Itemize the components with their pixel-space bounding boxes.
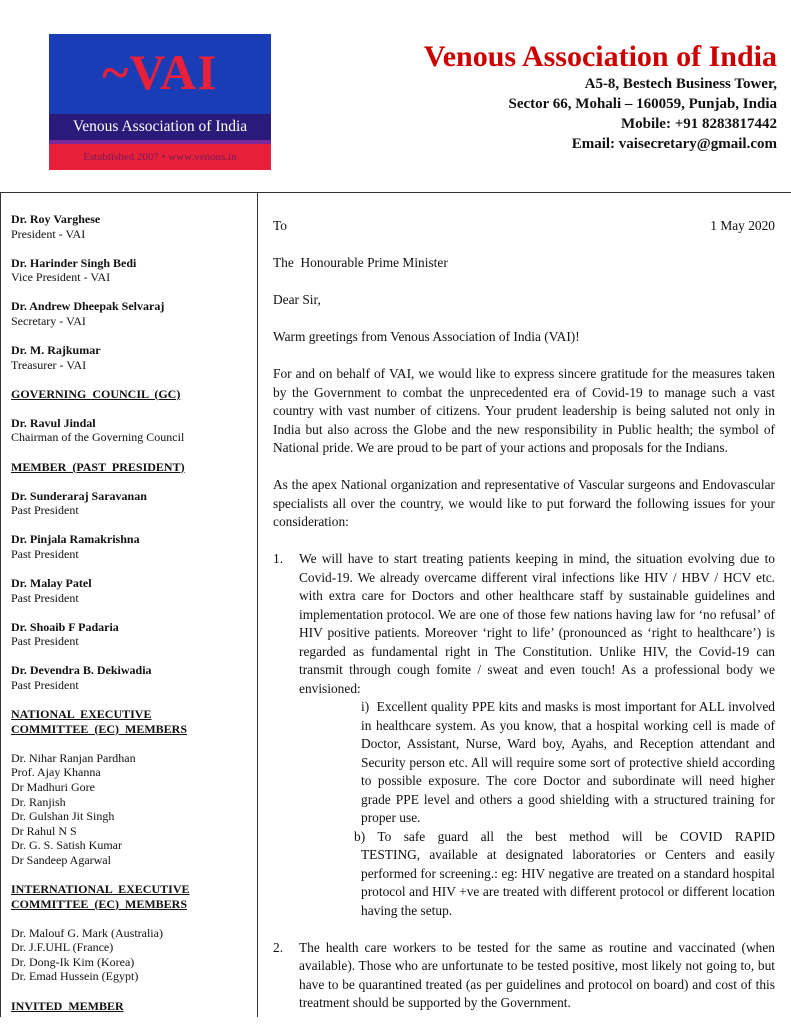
past-president-name: Dr. Devendra B. Dekiwadia [11, 663, 152, 678]
international-ec-member: Dr. J.F.UHL (France) [11, 940, 114, 955]
officer-entry [11, 343, 251, 372]
list-number: 2. [273, 939, 284, 955]
international-ec-list [11, 926, 251, 984]
past-president-entry [11, 663, 251, 692]
sub-item-text-rest: TESTING, available at designated laboratories or Centers and easily performed for screening.: eg: HIV negative are treated on a standard hospital protocol and HIV +ve are treated with different protocol or different location having the setup. [361, 847, 775, 918]
past-president-heading: MEMBER (PAST PRESIDENT) [11, 459, 185, 474]
officer-name: Dr. Harinder Singh Bedi [11, 255, 137, 270]
officer-role: Treasurer - VAI [11, 357, 87, 372]
list-text: We will have to start treating patients keeping in mind, the situation evolving due to Covid-19. We already overcame different viral infections like HIV / HBV / HCV etc. with extra care for Doctors and other healthcare staff by sustainable guidelines and implementation protocol. We are one of those few nations having law for ‘no refusal’ of HIV positive patients. Moreover ‘right to life’ (pronounced as ‘right to healthcare’) is regarded as fundamental right in The Constitution. Unlike HIV, the Covid-19 can transmit through cough fomite / sweat and even touch! As a professional body we envisioned: [299, 551, 775, 696]
officer-entry [11, 212, 251, 241]
past-president-entry [11, 532, 251, 561]
past-president-entry [11, 576, 251, 605]
past-president-role: Past President [11, 503, 79, 518]
national-ec-member: Prof. Ajay Khanna [11, 765, 101, 780]
national-ec-member: Dr. Gulshan Jit Singh [11, 809, 115, 824]
sub-item-marker: b) [354, 828, 366, 844]
mobile-number: Mobile: +91 8283817442 [620, 116, 777, 132]
address-row [273, 217, 775, 236]
list-number: 1. [273, 551, 284, 566]
officer-role: Secretary - VAI [11, 313, 86, 328]
international-ec-heading-line-1: INTERNATIONAL EXECUTIVE [11, 882, 190, 896]
list-text: The health care workers to be tested for the same as routine and vaccinated (when available). Those who are unfortunate to be tested positive, most likely not going to, but have to be quarantined treated (as per guidelines and protocol on board) and cost of this treatment should be supported by the Government. [299, 939, 775, 1010]
letter-body [273, 217, 775, 1013]
national-ec-member: Dr Sandeep Agarwal [11, 852, 111, 867]
officer-name: Dr. Andrew Dheepak Selvaraj [11, 299, 165, 314]
to-label: To [273, 218, 287, 233]
paragraph-introduction: As the apex National organization and representative of Vascular surgeons and Endovascular specialists all over the country, we would like to put forward the following issues for your consideration: [273, 477, 775, 529]
column-divider [257, 192, 258, 1017]
national-ec-member: Dr. Ranjish [11, 794, 66, 809]
letter-date: 1 May 2020 [710, 218, 775, 233]
national-ec-member: Dr. Nihar Ranjan Pardhan [11, 750, 136, 765]
international-ec-member: Dr. Emad Hussein (Egypt) [11, 969, 139, 984]
past-president-name: Dr. Shoaib F Padaria [11, 619, 119, 634]
officer-role: President - VAI [11, 226, 86, 241]
past-president-entry [11, 620, 251, 649]
list-item [273, 550, 775, 698]
logo-mark-band [49, 34, 271, 114]
past-president-name: Dr. Sunderaraj Saravanan [11, 488, 147, 503]
list-item [273, 939, 775, 1013]
greeting: Warm greetings from Venous Association of India (VAI)! [273, 329, 580, 344]
international-ec-member: Dr. Malouf G. Mark (Australia) [11, 925, 163, 940]
past-president-role: Past President [11, 634, 79, 649]
salutation: Dear Sir, [273, 292, 321, 307]
past-president-role: Past President [11, 677, 79, 692]
officer-entry [11, 256, 251, 285]
gc-member-role: Chairman of the Governing Council [11, 430, 185, 445]
national-ec-member: Dr Rahul N S [11, 823, 77, 838]
national-ec-heading-line-1: NATIONAL EXECUTIVE [11, 707, 152, 722]
sub-item [361, 698, 775, 828]
invited-member-heading: INVITED MEMBER [11, 998, 124, 1013]
address-line-2: Sector 66, Mohali – 160059, Punjab, India [508, 96, 777, 112]
logo-name: Venous Association of India [49, 114, 271, 140]
address-line-1: A5-8, Bestech Business Tower, [584, 76, 777, 92]
international-ec-heading [11, 882, 251, 911]
officer-entry [11, 299, 251, 328]
officer-name: Dr. Roy Varghese [11, 212, 101, 226]
logo-tagline: Established 2007 • www.venous.in [49, 144, 271, 170]
committee-sidebar [11, 212, 251, 1028]
national-ec-member: Dr Madhuri Gore [11, 779, 95, 794]
organization-title: Venous Association of India [423, 40, 777, 73]
national-ec-member: Dr. G. S. Satish Kumar [11, 838, 122, 853]
past-president-entry [11, 489, 251, 518]
international-ec-heading-line-2: COMMITTEE (EC) MEMBERS [11, 896, 188, 911]
national-ec-heading-line-2: COMMITTEE (EC) MEMBERS [11, 721, 188, 736]
national-ec-heading [11, 707, 251, 736]
email-address: Email: vaisecretary@gmail.com [571, 136, 777, 152]
gc-member-name: Dr. Ravul Jindal [11, 415, 96, 430]
vai-logo [49, 34, 271, 170]
left-border [0, 192, 1, 1017]
letterhead [424, 40, 777, 154]
sub-item [354, 828, 775, 921]
international-ec-member: Dr. Dong-Ik Kim (Korea) [11, 954, 135, 969]
sub-item-text-first: To safe guard all the best method will be COVID RAPID [377, 828, 776, 844]
past-president-name: Dr. Pinjala Ramakrishna [11, 532, 140, 547]
officer-role: Vice President - VAI [11, 270, 111, 285]
sub-item-marker: i) [361, 699, 370, 714]
past-president-name: Dr. Malay Patel [11, 576, 92, 590]
recipient: The Honourable Prime Minister [273, 255, 448, 270]
gc-heading: GOVERNING COUNCIL (GC) [11, 386, 181, 401]
past-president-role: Past President [11, 546, 79, 561]
header-divider [0, 192, 791, 193]
sub-item-text: Excellent quality PPE kits and masks is most important for ALL involved in healthcare system. As you know, that a hospital working cell is made of Doctor, Assistant, Nurse, Ward boy, Ayahs, and Reception attendant and Security person etc. All will require some sort of protective shield according to possible exposure. The core Doctor and subordinate will need higher grade PPE level and others a good shielding with a structured training for proper use. [361, 699, 775, 825]
officer-name: Dr. M. Rajkumar [11, 343, 101, 358]
logo-mark: ~VAI [102, 44, 218, 100]
gc-member-entry [11, 416, 251, 445]
past-president-role: Past President [11, 590, 79, 605]
paragraph-gratitude: For and on behalf of VAI, we would like to express sincere gratitude for the measures taken by the Government to combat the unprecedented era of Covid-19 to manage such a vast country with vast number of citizens. Your prudent leadership is being saluted not only in India but also across the Globe and the new responsibility in Public health; the symbol of National pride. We are proud to be part of your actions and proposals for the Indians. [273, 366, 775, 455]
national-ec-list [11, 751, 251, 868]
